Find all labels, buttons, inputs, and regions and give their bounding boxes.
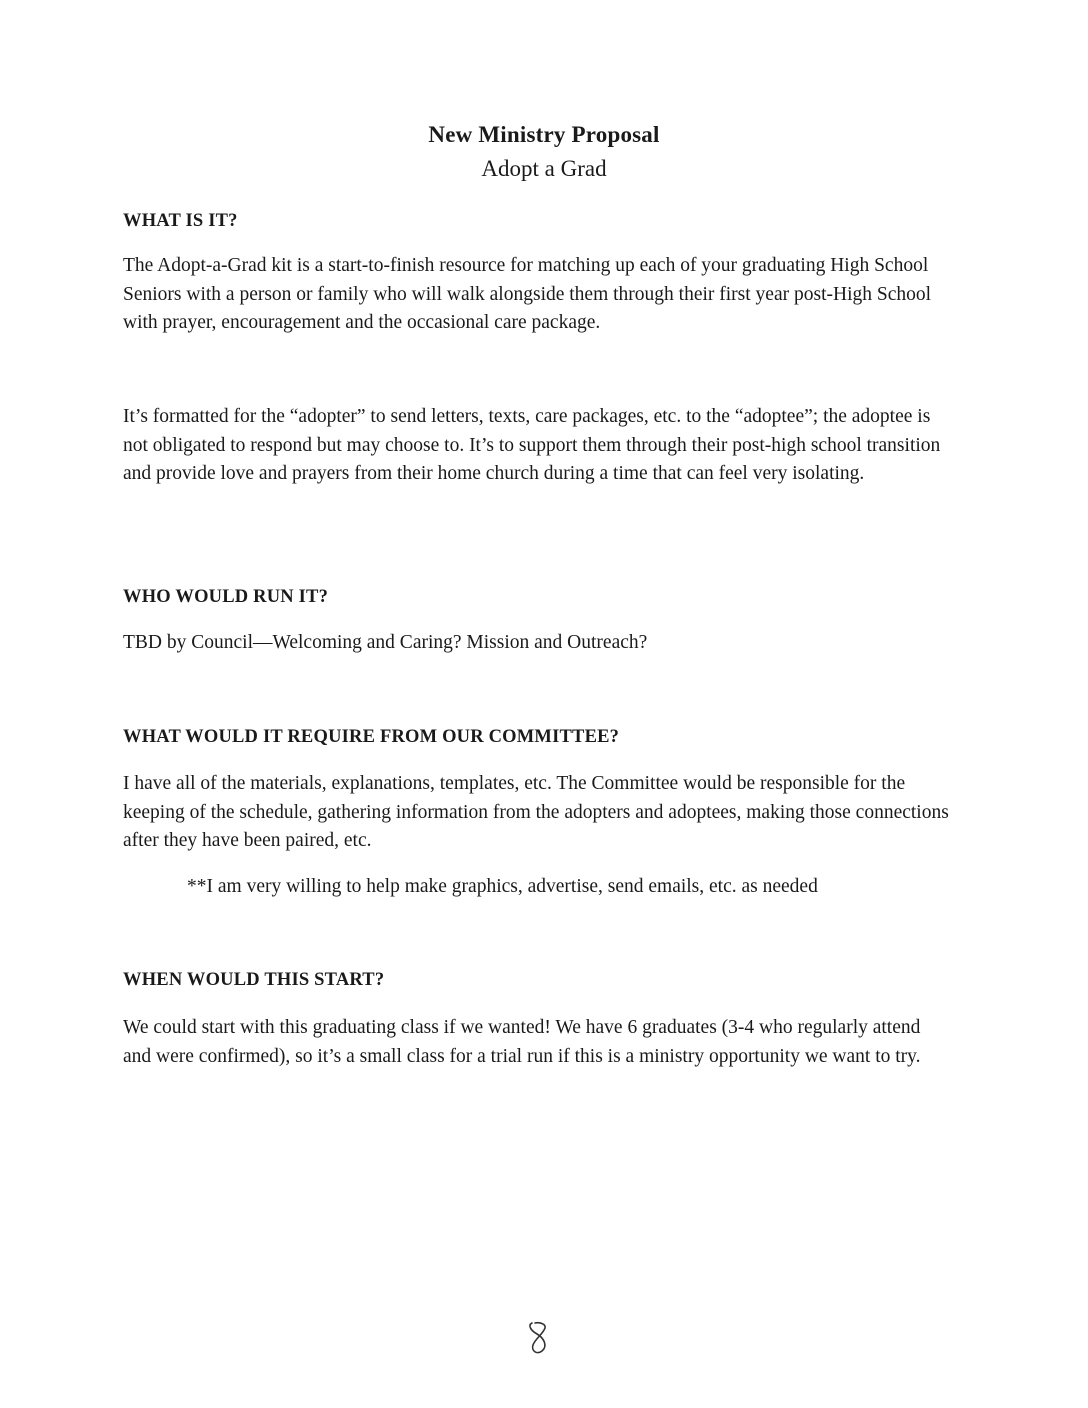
section-heading-who-would-run-it: WHO WOULD RUN IT? — [123, 587, 329, 607]
handwritten-page-number — [526, 1320, 550, 1356]
document-subtitle: Adopt a Grad — [481, 156, 607, 181]
volunteer-note: **I am very willing to help make graphics, advertise, send emails, etc. as needed — [187, 876, 818, 897]
section-heading-when-start: WHEN WOULD THIS START? — [123, 970, 385, 990]
document-title: New Ministry Proposal — [428, 122, 660, 147]
section-paragraph-when-start: We could start with this graduating class if we wanted! We have 6 graduates (3-4 who regularly attend and were confirmed), so it’s a small class for a trial run if this is a ministry opportunity we want to try. — [123, 1017, 921, 1067]
section-paragraph-committee-requirements: I have all of the materials, explanations, templates, etc. The Committee would be responsible for the keeping of the schedule, gathering information from the adopters and adoptees, making those connections after they have been paired, etc. — [123, 773, 949, 852]
section-heading-committee-requirements: WHAT WOULD IT REQUIRE FROM OUR COMMITTEE? — [123, 727, 620, 747]
section-heading-what-is-it: WHAT IS IT? — [123, 211, 238, 231]
section-paragraph-what-is-it-2: It’s formatted for the “adopter” to send letters, texts, care packages, etc. to the “adoptee”; the adoptee is not obligated to respond but may choose to. It’s to support them through their post-high school transition and provide love and prayers from their home church during a time that can feel very isolating. — [123, 406, 941, 485]
section-paragraph-what-is-it-1: The Adopt-a-Grad kit is a start-to-finish resource for matching up each of your graduating High School Seniors with a person or family who will walk alongside them through their first year post-High School with prayer, encouragement and the occasional care package. — [123, 255, 932, 334]
section-paragraph-who-would-run-it: TBD by Council—Welcoming and Caring? Mission and Outreach? — [123, 632, 648, 653]
